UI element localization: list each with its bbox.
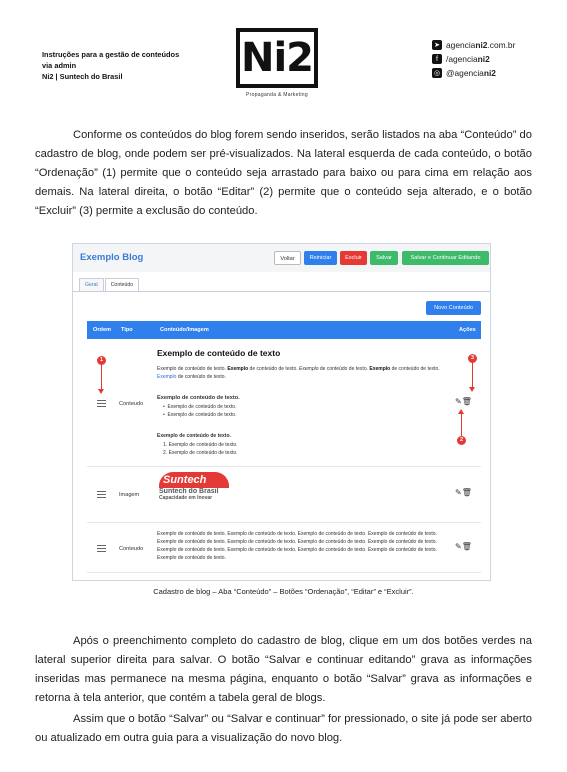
row-heading: Exemplo de conteúdo de texto bbox=[157, 348, 281, 358]
text-fragment: Exemplo bbox=[227, 366, 249, 372]
edit-icon[interactable]: ✎ bbox=[455, 542, 462, 551]
edit-icon[interactable]: ✎ bbox=[455, 488, 462, 497]
numbered-item: 2. Exemplo de conteúdo de texto. bbox=[163, 450, 238, 456]
marker-3: 3 bbox=[468, 354, 477, 363]
document-info bbox=[42, 49, 179, 82]
row-divider bbox=[87, 522, 481, 523]
sub-heading: Exemplo de conteúdo de texto. bbox=[157, 433, 231, 439]
sub-heading: Exemplo de conteúdo de texto. bbox=[157, 395, 240, 401]
text-fragment: de conteúdo de texto. bbox=[391, 366, 440, 372]
bullet-text: Exemplo de conteúdo de texto. bbox=[167, 412, 237, 418]
instagram-icon: ◎ bbox=[433, 70, 441, 77]
salvar-button[interactable]: Salvar bbox=[370, 251, 398, 265]
contact-prefix: @agencia bbox=[446, 68, 484, 78]
arrow-head-up bbox=[458, 409, 464, 414]
arrow-head-down bbox=[98, 389, 104, 394]
bullet-text: Exemplo de conteúdo de texto. bbox=[167, 404, 237, 410]
text-fragment: de conteúdo de texto. bbox=[248, 366, 300, 372]
arrow-head-down bbox=[469, 387, 475, 392]
contact-facebook bbox=[432, 54, 490, 64]
novo-conteudo-button[interactable]: Novo Conteúdo bbox=[426, 301, 481, 315]
row-tipo: Conteudo bbox=[119, 546, 144, 552]
paragraph-save bbox=[35, 632, 532, 708]
row-tipo: Imagem bbox=[119, 492, 140, 498]
reiniciar-button[interactable]: Reiniciar bbox=[304, 251, 337, 265]
cursor-icon: ➤ bbox=[432, 40, 442, 50]
bullet-list bbox=[163, 403, 236, 419]
numbered-list bbox=[163, 441, 238, 457]
figure-caption: Cadastro de blog – Aba “Conteúdo” – Botões “Ordenação”, “Editar” e “Excluir”. bbox=[153, 587, 414, 596]
text-fragment: Exemplo bbox=[157, 374, 177, 380]
ni2-logo: Ni2 bbox=[236, 28, 318, 88]
document-info-line: via admin bbox=[42, 61, 77, 70]
row-actions bbox=[455, 397, 472, 406]
contact-website bbox=[432, 40, 515, 50]
marker-2: 2 bbox=[457, 436, 466, 445]
logo-tagline: Propaganda & Marketing bbox=[246, 92, 308, 98]
tab-geral[interactable]: Geral bbox=[79, 278, 104, 291]
arrow-line bbox=[472, 363, 473, 388]
paragraph-text: Após o preenchimento completo do cadastro de blog, clique em um dos botões verdes na lateral superior direita para salvar. O botão “Salvar e continuar editando” grava as informações inseridas mas permanece na mesma página, enquanto o botão “Salvar” grava as informações e retorna à tela anterior, que contém a tabela geral de blogs. bbox=[35, 635, 532, 704]
document-info-line: Ni2 | Suntech do Brasil bbox=[42, 72, 123, 81]
contact-suffix: .com.br bbox=[487, 40, 516, 50]
contact-instagram bbox=[432, 68, 496, 78]
ordenacao-handle[interactable] bbox=[97, 545, 106, 554]
arrow-line bbox=[461, 414, 462, 436]
text-fragment: de conteúdo de texto. bbox=[318, 366, 370, 372]
salvar-continuar-button[interactable]: Salvar e Continuar Editando bbox=[402, 251, 489, 265]
header-conteudo: Conteúdo/Imagem bbox=[160, 327, 209, 333]
suntech-logo bbox=[159, 472, 229, 501]
edit-icon[interactable]: ✎ bbox=[455, 397, 462, 406]
blog-title: Exemplo Blog bbox=[80, 252, 144, 263]
bullet-item: • Exemplo de conteúdo de texto. bbox=[163, 404, 237, 410]
paragraph-intro bbox=[35, 126, 532, 221]
header-acoes: Ações bbox=[459, 327, 476, 333]
contact-prefix: /agencia bbox=[446, 54, 478, 64]
text-fragment: Exemplo bbox=[369, 366, 391, 372]
contact-prefix: agencia bbox=[446, 40, 476, 50]
tab-conteudo[interactable]: Conteúdo bbox=[105, 278, 140, 291]
trash-icon[interactable]: 🗑 bbox=[461, 397, 472, 406]
row-text: Exemplo de conteúdo de texto. Exemplo de conteúdo de texto. Exemplo de conteúdo de texto. Exemplo de conteúdo de texto. Exemplo de conteúdo de texto. Exemplo de conteúdo de texto. Exemplo de conteúdo de texto. Exemplo de conteúdo de texto. Exemplo de conteúdo de texto. Exemplo de conteúdo de texto. Exemplo de conteúdo de texto. Exemplo de conteúdo de texto. Exemplo de conteúdo de texto. bbox=[157, 531, 437, 561]
arrow-line bbox=[101, 365, 102, 390]
logo-word: Suntech bbox=[159, 472, 229, 488]
text-fragment: de conteúdo de texto. bbox=[176, 374, 226, 380]
table-header bbox=[87, 321, 481, 339]
row-text bbox=[157, 365, 449, 381]
paragraph-text: Assim que o botão “Salvar” ou “Salvar e continuar” for pressionado, o site já pode ser aberto ou atualizado em outra guia para a visualização do novo blog. bbox=[35, 713, 532, 744]
paragraph-text: Conforme os conteúdos do blog forem sendo inseridos, serão listados na aba “Conteúdo” do cadastro de blog, onde podem ser pré-visualizados. Na lateral esquerda de cada conteúdo, o botão “Ordenação” (1) permite que o conteúdo seja arrastado para baixo ou para cima em relação aos demais. Na lateral direita, o botão “Editar” (2) permite que o conteúdo seja alterado, e o botão “Excluir” (3) permite a exclusão do conteúdo. bbox=[35, 129, 532, 217]
text-fragment: Exemplo de conteúdo de texto. bbox=[157, 366, 228, 372]
row-tipo: Conteudo bbox=[119, 401, 144, 407]
numbered-item: 1. Exemplo de conteúdo de texto. bbox=[163, 442, 238, 448]
facebook-icon: f bbox=[432, 54, 442, 64]
blog-admin-screenshot bbox=[72, 243, 491, 581]
marker-1: 1 bbox=[97, 356, 106, 365]
header-tipo: Tipo bbox=[121, 327, 133, 333]
logo-line: Suntech do Brasil bbox=[159, 488, 219, 495]
contact-bold: ni2 bbox=[475, 40, 488, 50]
ordenacao-handle[interactable] bbox=[97, 400, 106, 409]
ordenacao-handle[interactable] bbox=[97, 491, 106, 500]
voltar-button[interactable]: Voltar bbox=[274, 251, 301, 265]
numbered-text: Exemplo de conteúdo de texto. bbox=[168, 450, 238, 456]
row-divider bbox=[87, 572, 481, 573]
trash-icon[interactable]: 🗑 bbox=[461, 542, 472, 551]
tab-divider bbox=[73, 291, 490, 292]
contact-bold: ni2 bbox=[477, 54, 490, 64]
row-divider bbox=[87, 466, 481, 467]
tab-bar bbox=[79, 278, 140, 291]
contact-bold: ni2 bbox=[483, 68, 496, 78]
paragraph-final bbox=[35, 710, 532, 748]
header-ordem: Ordem bbox=[93, 327, 112, 333]
trash-icon[interactable]: 🗑 bbox=[461, 488, 472, 497]
bullet-item: • Exemplo de conteúdo de texto. bbox=[163, 412, 237, 418]
row-actions bbox=[455, 542, 472, 551]
text-fragment: Exemplo bbox=[299, 366, 319, 372]
excluir-button[interactable]: Excluir bbox=[340, 251, 367, 265]
document-info-line: Instruções para a gestão de conteúdos bbox=[42, 50, 180, 59]
row-actions bbox=[455, 488, 472, 497]
logo-tagline: Capacidade em Inovar bbox=[159, 495, 213, 501]
numbered-text: Exemplo de conteúdo de texto. bbox=[168, 442, 238, 448]
